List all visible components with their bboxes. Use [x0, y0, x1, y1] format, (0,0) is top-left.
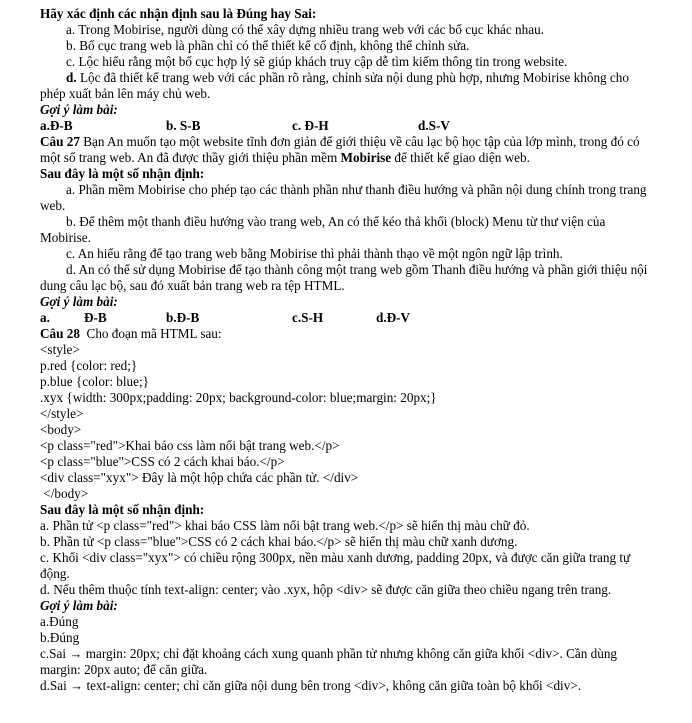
- answer-row: [40, 310, 656, 326]
- answer-a: Đ-B: [84, 310, 107, 325]
- hint-heading: Gợi ý làm bài:: [40, 294, 118, 309]
- statement-c: c. An hiểu rằng để tạo trang web bằng Mobirise thì phải thành thạo về một ngôn ngữ lập trình.: [66, 246, 563, 261]
- statement-d: [40, 70, 656, 102]
- statement-a: a. Trong Mobirise, người dùng có thể xây dựng nhiều trang web với các bố cục khác nhau.: [66, 22, 544, 37]
- code-line: .xyx {width: 300px;padding: 20px; background-color: blue;margin: 20px;}: [40, 390, 437, 405]
- answer-c: c. Đ-H: [292, 118, 329, 133]
- question-28: [40, 326, 656, 342]
- hint-heading: Gợi ý làm bài:: [40, 102, 118, 117]
- statement-d: d. An có thể sử dụng Mobirise để tạo thành công một trang web gồm Thanh điều hướng và phần giới thiệu nội dung câu lạc bộ, sau đó xuất bản trang web ra tệp HTML.: [40, 262, 648, 293]
- answer-c: c.S-H: [292, 310, 324, 325]
- answer-c: c.Sai → margin: 20px; chỉ đặt khoảng cách xung quanh phần tử nhưng không căn giữa khối <div>. Cần dùng margin: 20px auto; để căn giữa.: [40, 646, 618, 677]
- statement-a: a. Phần mềm Mobirise cho phép tạo các thành phần như thanh điều hướng và phần nội dung chính trong trang web.: [40, 182, 647, 213]
- code-line: p.blue {color: blue;}: [40, 374, 149, 389]
- statement-b: b. Để thêm một thanh điều hướng vào trang web, An có thể kéo thả khối (block) Menu từ thư viện của Mobirise.: [40, 214, 606, 245]
- statement-b: b. Bố cục trang web là phần chỉ có thể thiết kế cố định, không thể chỉnh sửa.: [66, 38, 470, 53]
- answer-b: b.Đ-B: [166, 310, 200, 325]
- answer-b: b. S-B: [166, 118, 201, 133]
- section-heading: Hãy xác định các nhận định sau là Đúng hay Sai:: [40, 6, 317, 21]
- answer-d: d.S-V: [418, 118, 450, 133]
- statement-b: b. Phần tử <p class="blue">CSS có 2 cách khai báo.</p> sẽ hiển thị màu chữ xanh dương.: [40, 534, 518, 549]
- answer-a-label: a.: [40, 310, 50, 325]
- statement-d-label: d.: [66, 70, 77, 85]
- statements-heading: Sau đây là một số nhận định:: [40, 166, 205, 181]
- code-block: [40, 342, 656, 502]
- code-line: <style>: [40, 342, 80, 357]
- code-line: <p class="red">Khai báo css làm nổi bật trang web.</p>: [40, 438, 340, 453]
- code-line: <p class="blue">CSS có 2 cách khai báo.</p>: [40, 454, 285, 469]
- answer-d: d.Sai → text-align: center; chỉ căn giữa nội dung bên trong <div>, không căn giữa toàn bộ khối <div>.: [40, 678, 582, 693]
- code-line: </body>: [40, 486, 89, 501]
- hint-heading: Gợi ý làm bài:: [40, 598, 118, 613]
- question-27-text-end: để thiết kế giao diện web.: [391, 150, 530, 165]
- code-line: </style>: [40, 406, 84, 421]
- answer-b: b.Đúng: [40, 630, 80, 645]
- question-27-text: Bạn An muốn tạo một website tĩnh đơn giản để giới thiệu về câu lạc bộ học tập của lớp mình, trong đó có một số trang web. An đã được thầy giới thiệu phần mềm: [40, 134, 640, 165]
- statement-a: a. Phần tử <p class="red"> khai báo CSS làm nổi bật trang web.</p> sẽ hiển thị màu chữ đỏ.: [40, 518, 530, 533]
- statement-c: c. Khối <div class="xyx"> có chiều rộng 300px, nền màu xanh dương, padding 20px, và được căn giữa trang tự động.: [40, 550, 631, 581]
- statement-c: c. Lộc hiểu rằng một bố cục hợp lý sẽ giúp khách truy cập dễ tìm kiếm thông tin trong website.: [66, 54, 568, 69]
- answer-d: d.Đ-V: [376, 310, 411, 325]
- question-28-label: Câu 28: [40, 326, 80, 341]
- answer-a: a.Đúng: [40, 614, 79, 629]
- question-27-label: Câu 27: [40, 134, 80, 149]
- answer-a: a.Đ-B: [40, 118, 73, 133]
- code-line: <body>: [40, 422, 82, 437]
- statements-heading: Sau đây là một số nhận định:: [40, 502, 205, 517]
- question-28-text: Cho đoạn mã HTML sau:: [79, 326, 222, 341]
- statement-d-text: Lộc đã thiết kế trang web với các phần rõ ràng, chỉnh sửa nội dung phù hợp, nhưng Mobirise không cho phép xuất bản lên máy chủ web.: [40, 70, 629, 101]
- question-27: [40, 134, 656, 166]
- answer-row: [40, 118, 656, 134]
- statement-d: d. Nếu thêm thuộc tính text-align: center; vào .xyx, hộp <div> sẽ được căn giữa theo chiều ngang trên trang.: [40, 582, 612, 597]
- question-27-software: Mobirise: [340, 150, 392, 165]
- code-line: <div class="xyx"> Đây là một hộp chứa các phần tử. </div>: [40, 470, 359, 485]
- code-line: p.red {color: red;}: [40, 358, 138, 373]
